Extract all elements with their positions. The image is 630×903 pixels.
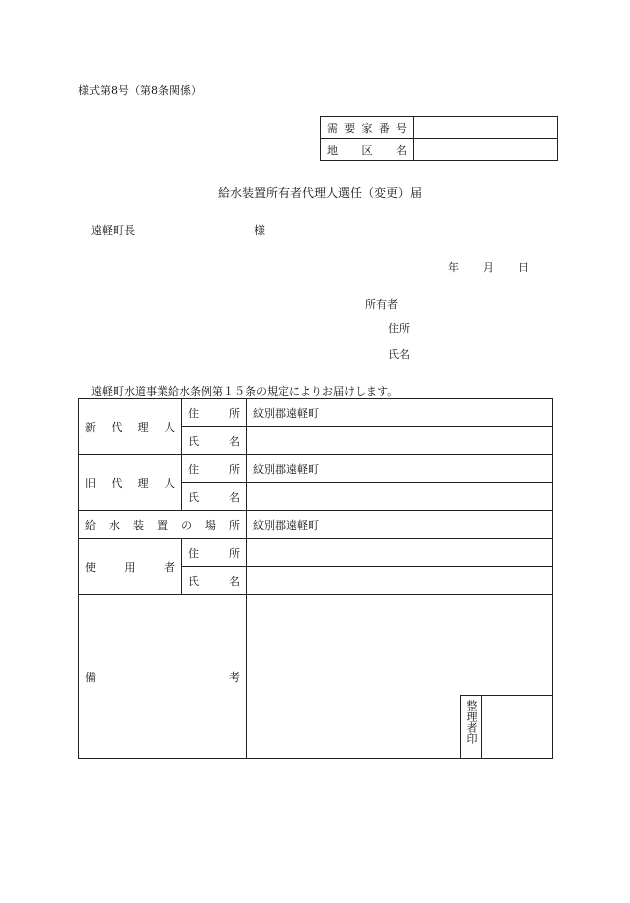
owner-address-label: 住所 — [388, 322, 410, 335]
user-address-label: 住 所 — [182, 539, 247, 567]
new-agent-address-field[interactable]: 紋別郡遠軽町 — [247, 399, 553, 427]
supply-location-field[interactable]: 紋別郡遠軽町 — [247, 511, 553, 539]
remarks-field[interactable] — [247, 595, 553, 759]
date-day: 日 — [518, 261, 529, 274]
date-year: 年 — [448, 261, 459, 274]
new-agent-name-field[interactable] — [247, 427, 553, 455]
supply-location-label: 給 水 装 置 の 場 所 — [79, 511, 247, 539]
district-field[interactable] — [414, 139, 558, 161]
user-label: 使 用 者 — [79, 539, 182, 595]
owner-name-label: 氏名 — [388, 348, 410, 361]
old-agent-label: 旧 代 理 人 — [79, 455, 182, 511]
old-agent-address-field[interactable]: 紋別郡遠軽町 — [247, 455, 553, 483]
old-agent-name-label: 氏 名 — [182, 483, 247, 511]
new-agent-address-label: 住 所 — [182, 399, 247, 427]
user-name-label: 氏 名 — [182, 567, 247, 595]
new-agent-name-label: 氏 名 — [182, 427, 247, 455]
addressee-name: 遠軽町長 — [91, 224, 135, 237]
seal-box — [460, 695, 552, 758]
agent-form-table — [78, 398, 553, 759]
old-agent-name-field[interactable] — [247, 483, 553, 511]
old-agent-address-label: 住 所 — [182, 455, 247, 483]
seal-stamp-area[interactable] — [482, 696, 552, 758]
document-title: 給水装置所有者代理人選任（変更）届 — [218, 186, 423, 200]
form-code: 様式第8号（第8条関係） — [78, 84, 202, 97]
date-month: 月 — [483, 261, 494, 274]
addressee-honorific: 様 — [254, 224, 265, 237]
new-agent-label: 新 代 理 人 — [79, 399, 182, 455]
user-address-field[interactable] — [247, 539, 553, 567]
seal-label: 整理者印 — [461, 696, 482, 758]
remarks-label: 備 考 — [79, 595, 247, 759]
owner-heading: 所有者 — [365, 298, 398, 311]
user-name-field[interactable] — [247, 567, 553, 595]
statement-text: 遠軽町水道事業給水条例第１５条の規定によりお届けします。 — [91, 385, 399, 398]
customer-number-label: 需 要 家 番 号 — [321, 117, 414, 139]
customer-code-table — [320, 116, 558, 161]
district-label: 地 区 名 — [321, 139, 414, 161]
customer-number-field[interactable] — [414, 117, 558, 139]
